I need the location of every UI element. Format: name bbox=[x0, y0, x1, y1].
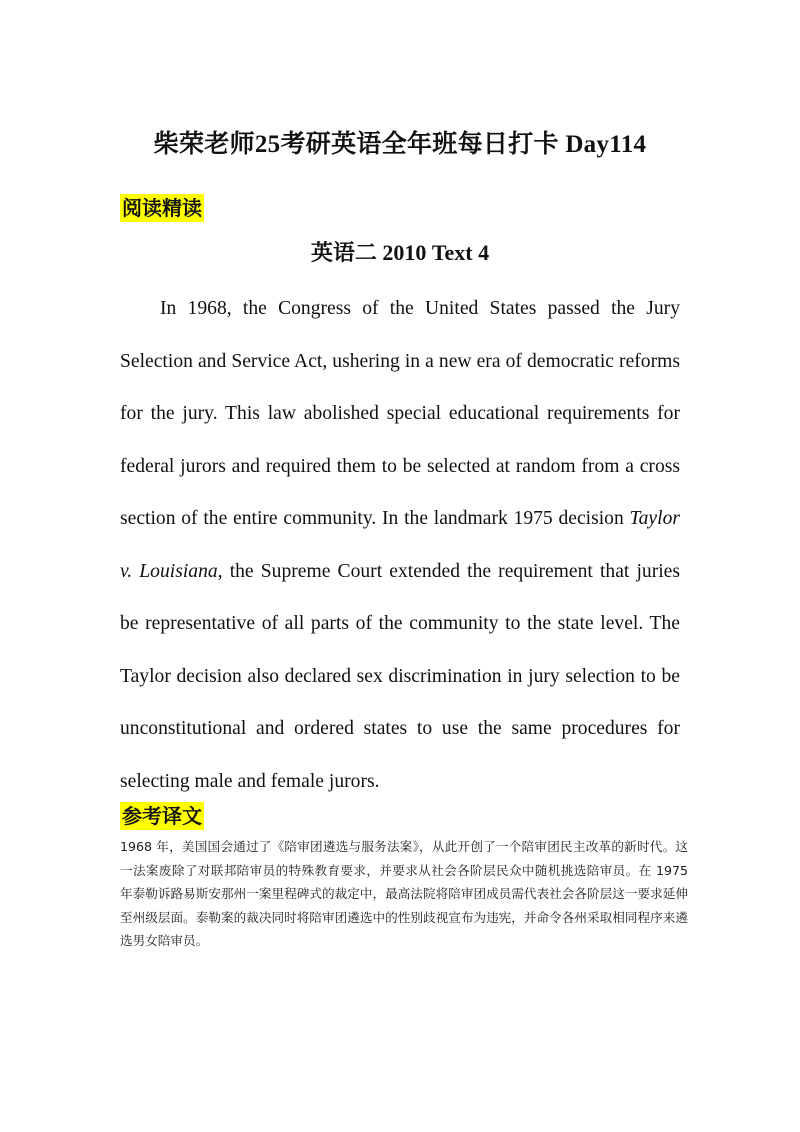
passage-part-1: In 1968, the Congress of the United States passed the Jury Selection and Service Act, ushering in a new era of democratic reforms for the jury. This law abolished special educational requirements for federal jurors and required them to be selected at random from a cross section of the entire community. In the landmark 1975 decision bbox=[120, 298, 680, 529]
text-title: 英语二 2010 Text 4 bbox=[310, 240, 490, 265]
english-passage bbox=[120, 283, 680, 808]
passage-part-2: , the Supreme Court extended the requirement that juries be representative of all parts of the community to the state level. The Taylor decision also declared sex discrimination in jury selection to be unconstitutional and ordered states to use the same procedures for selecting male and female jurors. bbox=[120, 560, 680, 792]
chinese-translation: 1968 年，美国国会通过了《陪审团遴选与服务法案》，从此开创了一个陪审团民主改革的新时代。这一法案废除了对联邦陪审员的特殊教育要求，并要求从社会各阶层民众中随机挑选陪审员。在 1975 年泰勒诉路易斯安那州一案里程碑式的裁定中，最高法院将陪审团成员需代表社会各阶层这一要求延伸至州级层面。泰勒案的裁决同时将陪审团遴选中的性别歧视宣布为违宪，并命令各州采取相同程序来遴选男女陪审员。 bbox=[120, 839, 688, 948]
case-name: Taylor v. Louisiana bbox=[120, 508, 680, 582]
reading-section-label: 阅读精读 bbox=[122, 196, 202, 220]
document-title: 柴荣老师25考研英语全年班每日打卡 Day114 bbox=[153, 131, 647, 158]
translation-section-label: 参考译文 bbox=[122, 804, 202, 828]
